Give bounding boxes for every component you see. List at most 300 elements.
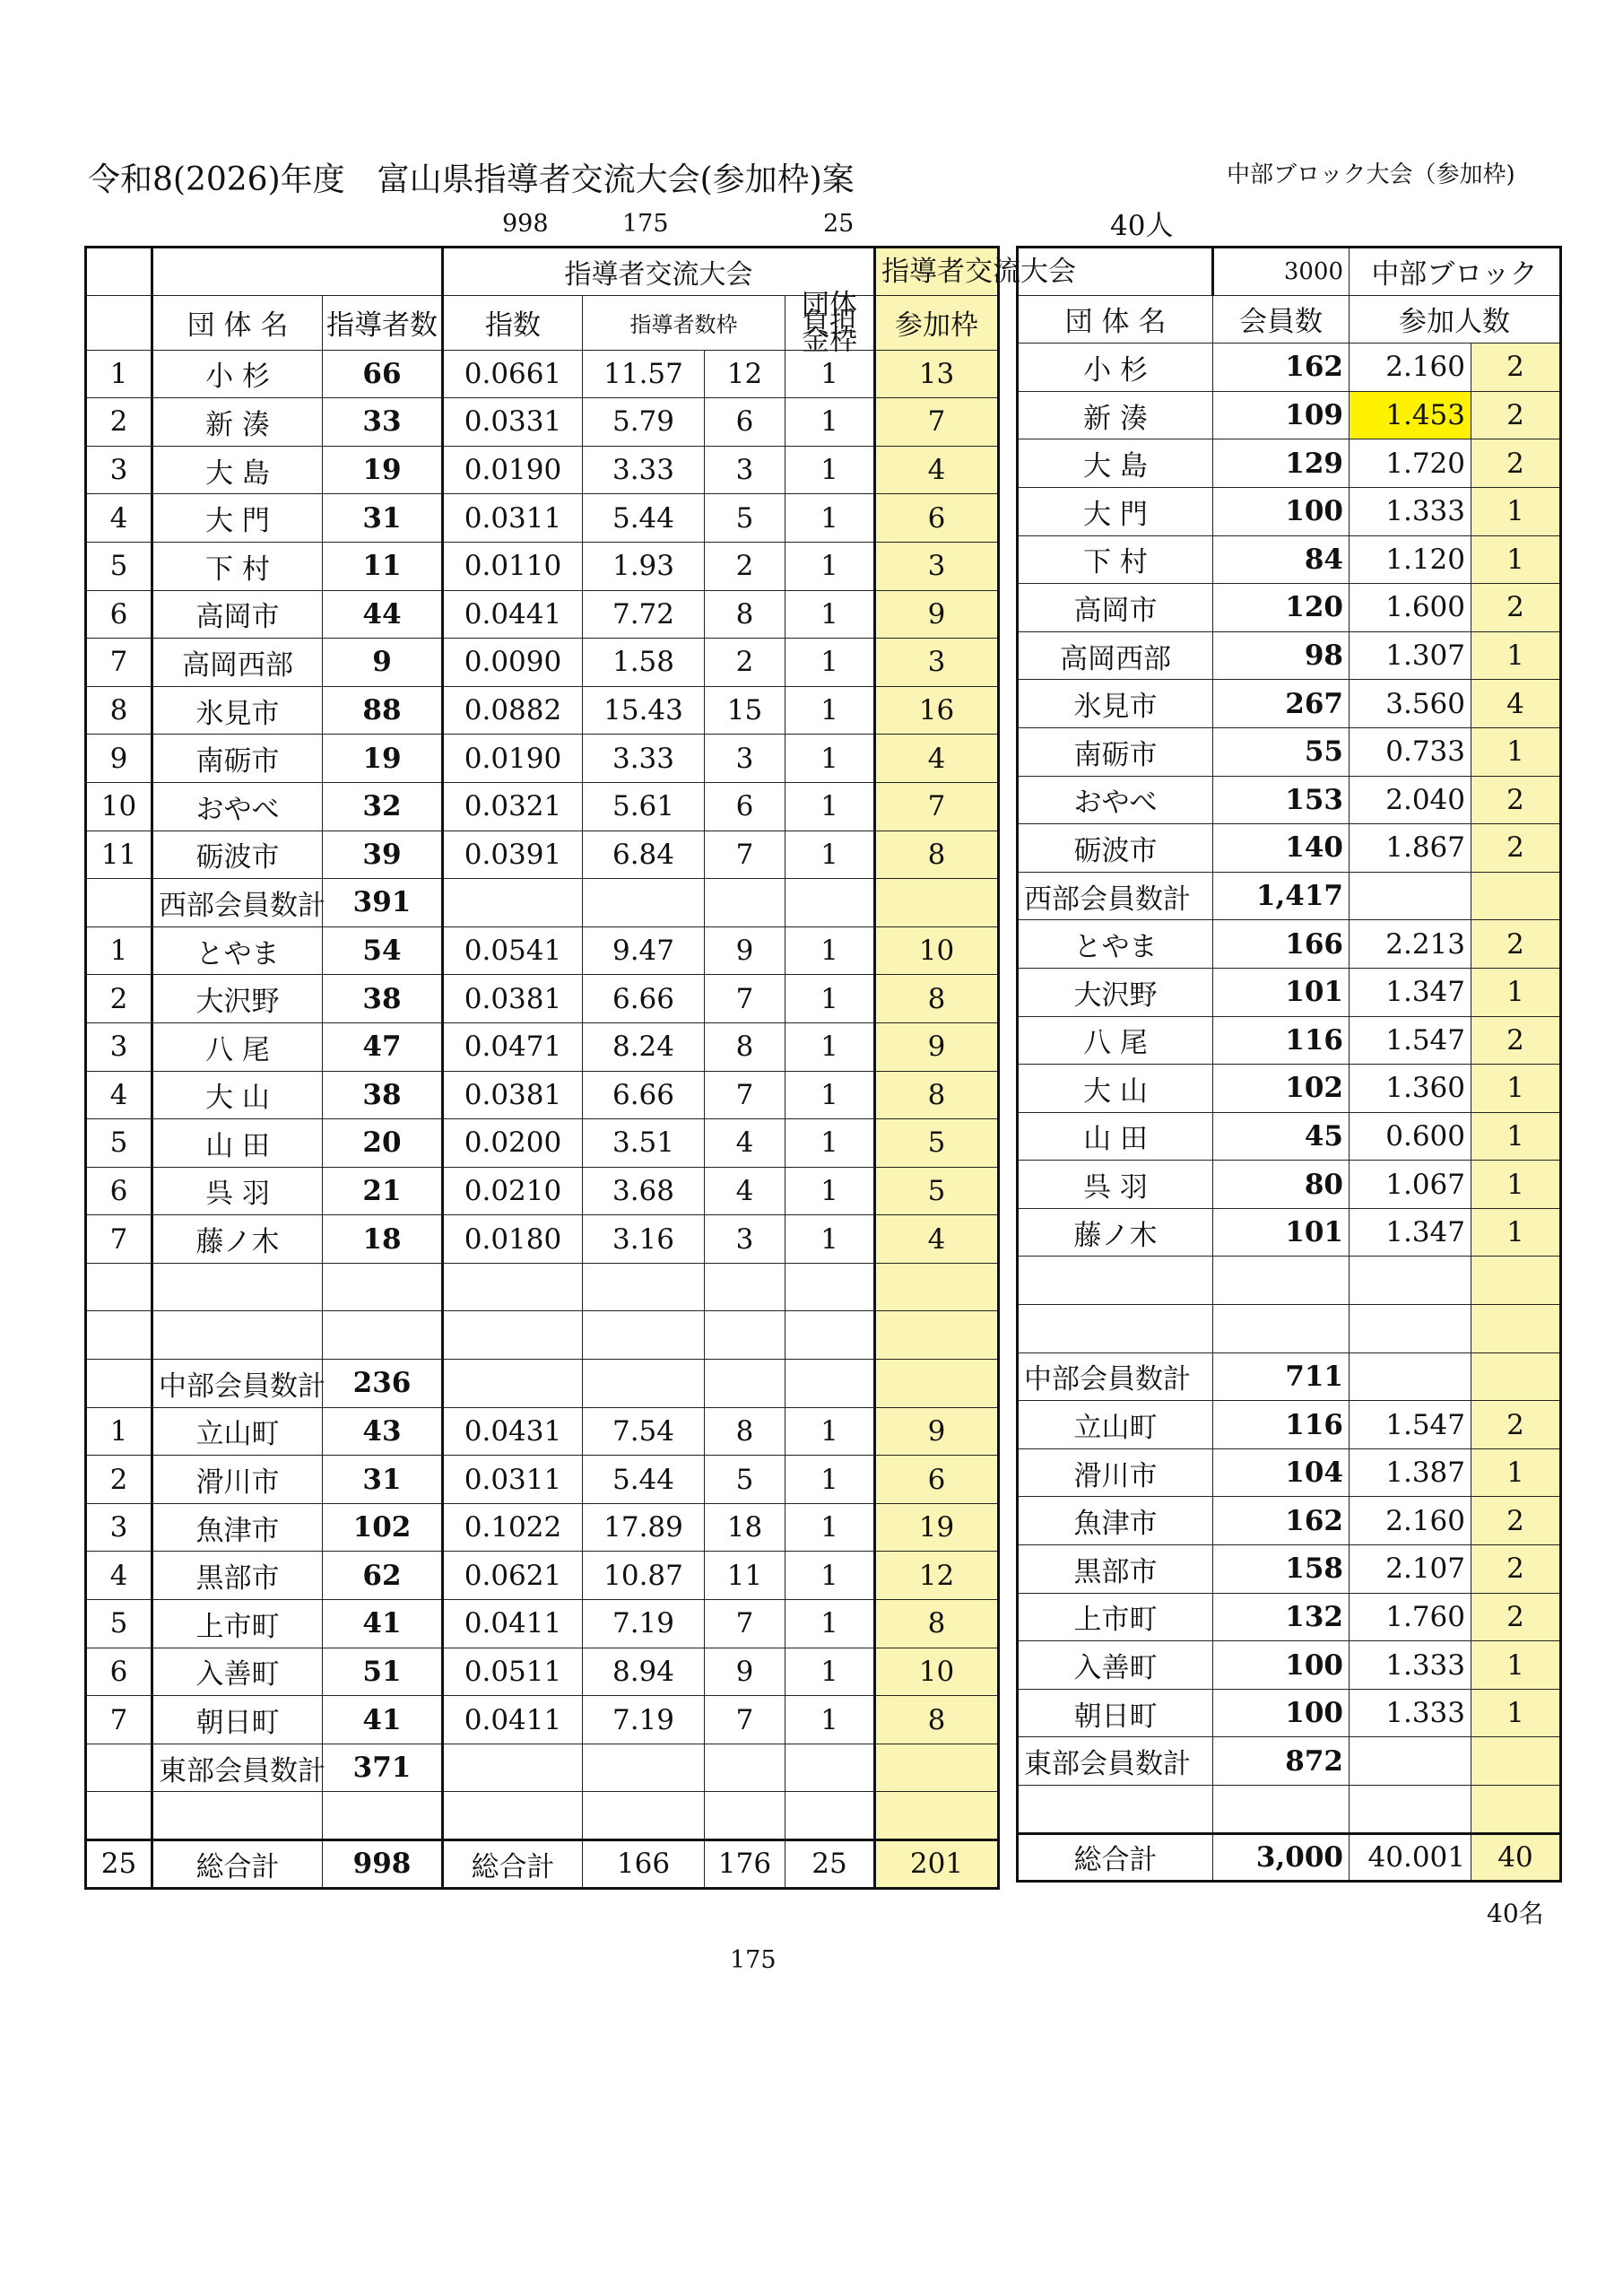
- quota-value: 7.19: [583, 1696, 705, 1744]
- left-table-row: [86, 1119, 999, 1168]
- fee-quota: [785, 1792, 875, 1840]
- header-leaders: 指導者数: [323, 295, 443, 350]
- right-table-row: [1018, 344, 1561, 392]
- ratio-value: 1.760: [1350, 1593, 1471, 1641]
- member-count: 158: [1213, 1545, 1350, 1594]
- member-count: 3,000: [1213, 1833, 1350, 1882]
- participant-count: 2: [1471, 1401, 1561, 1449]
- participation-quota: 3: [875, 639, 999, 687]
- leader-count: 41: [323, 1696, 443, 1744]
- fee-quota: [785, 1360, 875, 1408]
- fee-quota: 1: [785, 1600, 875, 1648]
- rounded-quota: 2: [705, 542, 785, 590]
- participation-quota: 9: [875, 590, 999, 639]
- leader-count: 66: [323, 350, 443, 398]
- top-number-fee: 25: [823, 210, 855, 238]
- quota-value: 1.93: [583, 542, 705, 590]
- team-name: 南砺市: [152, 735, 323, 783]
- quota-value: 6.84: [583, 831, 705, 879]
- rounded-quota: 7: [705, 1696, 785, 1744]
- team-name: 高岡西部: [1018, 631, 1213, 680]
- team-name: おやべ: [152, 782, 323, 831]
- right-subtotal-row: [1018, 1737, 1561, 1786]
- ratio-value: 0.733: [1350, 727, 1471, 776]
- left-table-row: [86, 398, 999, 447]
- fee-quota: 1: [785, 735, 875, 783]
- member-count: 140: [1213, 824, 1350, 873]
- team-name: 大 門: [1018, 487, 1213, 535]
- team-name: 砺波市: [152, 831, 323, 879]
- leader-count: 47: [323, 1022, 443, 1071]
- quota-value: 1.58: [583, 639, 705, 687]
- quota-value: 5.61: [583, 782, 705, 831]
- quota-value: [583, 1360, 705, 1408]
- rounded-quota: 9: [705, 1648, 785, 1696]
- right-table-row: [1018, 776, 1561, 824]
- team-name: [152, 1263, 323, 1311]
- left-table-row: [86, 735, 999, 783]
- index-value: 0.0882: [443, 686, 583, 735]
- rounded-quota: 18: [705, 1503, 785, 1552]
- team-name: 滑川市: [1018, 1448, 1213, 1497]
- row-number: [86, 1360, 152, 1408]
- quota-value: 166: [583, 1840, 705, 1889]
- team-name: 総合計: [1018, 1833, 1213, 1882]
- row-number: 5: [86, 542, 152, 590]
- member-count: 100: [1213, 1689, 1350, 1737]
- team-name: 西部会員数計: [152, 879, 323, 927]
- team-name: 滑川市: [152, 1456, 323, 1504]
- participant-count: 2: [1471, 1593, 1561, 1641]
- ratio-value: 1.333: [1350, 487, 1471, 535]
- participation-quota: 3: [875, 542, 999, 590]
- quota-value: [583, 879, 705, 927]
- left-table-row: [86, 1022, 999, 1071]
- rounded-quota: 7: [705, 1600, 785, 1648]
- fee-quota: 1: [785, 590, 875, 639]
- ratio-value: 1.547: [1350, 1016, 1471, 1065]
- header-index: 指数: [443, 295, 583, 350]
- right-block-title: 中部ブロック大会（参加枠): [1227, 161, 1515, 188]
- right-table-row: [1018, 920, 1561, 969]
- index-value: 0.0391: [443, 831, 583, 879]
- leader-count: 102: [323, 1503, 443, 1552]
- quota-value: 8.24: [583, 1022, 705, 1071]
- rounded-quota: [705, 1263, 785, 1311]
- team-name: 大 門: [152, 494, 323, 543]
- member-count: 132: [1213, 1593, 1350, 1641]
- participant-count: [1471, 1737, 1561, 1786]
- participation-quota: [875, 1360, 999, 1408]
- fee-quota: 1: [785, 1552, 875, 1600]
- left-table-row: [86, 1407, 999, 1456]
- index-value: 0.0210: [443, 1167, 583, 1215]
- rounded-quota: 3: [705, 735, 785, 783]
- team-name: 入善町: [1018, 1641, 1213, 1690]
- index-value: [443, 1263, 583, 1311]
- right-table-row: [1018, 1497, 1561, 1545]
- participant-count: [1471, 1305, 1561, 1353]
- participation-quota: 5: [875, 1119, 999, 1168]
- row-number: [86, 1311, 152, 1360]
- team-name: 呉 羽: [1018, 1161, 1213, 1209]
- leader-count: 38: [323, 975, 443, 1023]
- row-number: 25: [86, 1840, 152, 1889]
- index-value: 0.0541: [443, 926, 583, 975]
- participation-quota: [875, 879, 999, 927]
- leader-count: 62: [323, 1552, 443, 1600]
- quota-value: [583, 1792, 705, 1840]
- ratio-value: [1350, 1352, 1471, 1401]
- participant-count: 1: [1471, 1161, 1561, 1209]
- fee-quota: 1: [785, 686, 875, 735]
- team-name: 中部会員数計: [1018, 1352, 1213, 1401]
- team-name: 西部会員数計: [1018, 872, 1213, 920]
- rounded-quota: 3: [705, 1215, 785, 1264]
- participant-count: 1: [1471, 968, 1561, 1016]
- row-number: 2: [86, 398, 152, 447]
- participant-count: 2: [1471, 1545, 1561, 1594]
- participation-quota: 5: [875, 1167, 999, 1215]
- row-number: 9: [86, 735, 152, 783]
- leader-count: 19: [323, 446, 443, 494]
- index-value: 0.0381: [443, 975, 583, 1023]
- fee-quota: 1: [785, 1022, 875, 1071]
- block-participation-table: [1016, 246, 1562, 1883]
- ratio-value: 1.547: [1350, 1401, 1471, 1449]
- participant-count: 1: [1471, 1689, 1561, 1737]
- row-number: 7: [86, 1696, 152, 1744]
- leader-count: 20: [323, 1119, 443, 1168]
- participant-count: 2: [1471, 776, 1561, 824]
- left-table-row: [86, 1167, 999, 1215]
- row-number: 4: [86, 494, 152, 543]
- quota-value: 17.89: [583, 1503, 705, 1552]
- leader-count: 32: [323, 782, 443, 831]
- member-count: 711: [1213, 1352, 1350, 1401]
- index-value: 0.0511: [443, 1648, 583, 1696]
- participation-quota: 6: [875, 1456, 999, 1504]
- ratio-value: 1.333: [1350, 1641, 1471, 1690]
- quota-value: 3.33: [583, 446, 705, 494]
- quota-value: 3.16: [583, 1215, 705, 1264]
- right-table-row: [1018, 1305, 1561, 1353]
- left-subtotal-row: [86, 1360, 999, 1408]
- leader-count: 51: [323, 1648, 443, 1696]
- quota-value: 7.72: [583, 590, 705, 639]
- fee-quota: 25: [785, 1840, 875, 1889]
- team-name: 氷見市: [152, 686, 323, 735]
- row-number: 2: [86, 1456, 152, 1504]
- member-count: 98: [1213, 631, 1350, 680]
- left-table-row: [86, 926, 999, 975]
- ratio-value: 1.867: [1350, 824, 1471, 873]
- member-count: 162: [1213, 1497, 1350, 1545]
- ratio-value: 1.333: [1350, 1689, 1471, 1737]
- row-number: 1: [86, 926, 152, 975]
- left-table-row: [86, 542, 999, 590]
- team-name: 小 杉: [152, 350, 323, 398]
- right-table-row: [1018, 824, 1561, 873]
- fee-quota: 1: [785, 398, 875, 447]
- rounded-quota: 5: [705, 494, 785, 543]
- index-value: 0.0331: [443, 398, 583, 447]
- row-number: 8: [86, 686, 152, 735]
- participant-count: [1471, 872, 1561, 920]
- member-count: 101: [1213, 1208, 1350, 1257]
- fee-quota: 1: [785, 350, 875, 398]
- ratio-value: 1.120: [1350, 535, 1471, 584]
- left-table-row: [86, 1071, 999, 1119]
- right-total-row: [1018, 1833, 1561, 1882]
- left-subtotal-row: [86, 1744, 999, 1792]
- index-value: 0.1022: [443, 1503, 583, 1552]
- team-name: 大沢野: [152, 975, 323, 1023]
- fee-quota: 1: [785, 639, 875, 687]
- right-table-row: [1018, 487, 1561, 535]
- header-participants: 参加人数: [1350, 295, 1561, 344]
- index-value: 0.0661: [443, 350, 583, 398]
- fee-quota: [785, 879, 875, 927]
- row-number: 7: [86, 1215, 152, 1264]
- ratio-value: 1.453: [1350, 391, 1471, 439]
- quota-value: 7.19: [583, 1600, 705, 1648]
- ratio-value: 1.307: [1350, 631, 1471, 680]
- member-count: 102: [1213, 1065, 1350, 1113]
- left-table-row: [86, 1792, 999, 1840]
- header-block: 中部ブロック: [1350, 248, 1561, 296]
- left-table-row: [86, 831, 999, 879]
- header-total-members: 3000: [1213, 248, 1350, 296]
- team-name: 大 山: [1018, 1065, 1213, 1113]
- leader-count: 33: [323, 398, 443, 447]
- right-table-row: [1018, 1161, 1561, 1209]
- team-name: 上市町: [1018, 1593, 1213, 1641]
- ratio-value: 2.160: [1350, 344, 1471, 392]
- footer-note: 40名: [1487, 1899, 1544, 1928]
- ratio-value: 1.347: [1350, 968, 1471, 1016]
- fee-quota: 1: [785, 926, 875, 975]
- left-header-row-2: [86, 295, 999, 350]
- member-count: 100: [1213, 1641, 1350, 1690]
- team-name: 黒部市: [152, 1552, 323, 1600]
- rounded-quota: 8: [705, 590, 785, 639]
- member-count: 84: [1213, 535, 1350, 584]
- ratio-value: [1350, 1305, 1471, 1353]
- participant-count: 1: [1471, 535, 1561, 584]
- rounded-quota: 11: [705, 1552, 785, 1600]
- row-number: 6: [86, 1167, 152, 1215]
- participation-quota: 9: [875, 1407, 999, 1456]
- rounded-quota: 8: [705, 1022, 785, 1071]
- leader-count: 236: [323, 1360, 443, 1408]
- member-count: [1213, 1257, 1350, 1305]
- left-table-row: [86, 782, 999, 831]
- rounded-quota: 6: [705, 398, 785, 447]
- index-value: 0.0311: [443, 1456, 583, 1504]
- participation-quota: 13: [875, 350, 999, 398]
- left-table-row: [86, 1263, 999, 1311]
- index-value: [443, 879, 583, 927]
- rounded-quota: 5: [705, 1456, 785, 1504]
- right-table-row: [1018, 1786, 1561, 1834]
- index-value: 0.0200: [443, 1119, 583, 1168]
- team-name: 総合計: [152, 1840, 323, 1889]
- team-name: 南砺市: [1018, 727, 1213, 776]
- left-table-row: [86, 975, 999, 1023]
- team-name: 中部会員数計: [152, 1360, 323, 1408]
- leader-count: 88: [323, 686, 443, 735]
- rounded-quota: 8: [705, 1407, 785, 1456]
- row-number: [86, 1792, 152, 1840]
- participant-count: 1: [1471, 1208, 1561, 1257]
- fee-quota: 1: [785, 1648, 875, 1696]
- leader-count: 18: [323, 1215, 443, 1264]
- left-table-row: [86, 350, 999, 398]
- index-value: [443, 1792, 583, 1840]
- row-number: 3: [86, 1503, 152, 1552]
- rounded-quota: [705, 1744, 785, 1792]
- participation-quota: 9: [875, 1022, 999, 1071]
- participation-quota: 8: [875, 1600, 999, 1648]
- team-name: 高岡市: [1018, 584, 1213, 632]
- team-name: 朝日町: [1018, 1689, 1213, 1737]
- participant-count: 2: [1471, 920, 1561, 969]
- index-value: 0.0441: [443, 590, 583, 639]
- quota-value: 3.33: [583, 735, 705, 783]
- quota-value: 3.51: [583, 1119, 705, 1168]
- participation-quota: 16: [875, 686, 999, 735]
- row-number: 5: [86, 1119, 152, 1168]
- leader-count: 31: [323, 494, 443, 543]
- people-count: 40人: [1110, 210, 1174, 242]
- team-name: [1018, 1786, 1213, 1834]
- quota-value: 8.94: [583, 1648, 705, 1696]
- ratio-value: 1.600: [1350, 584, 1471, 632]
- team-name: 小 杉: [1018, 344, 1213, 392]
- left-table-row: [86, 686, 999, 735]
- event-header-small: 指導者交流大会: [875, 248, 999, 296]
- member-count: 162: [1213, 344, 1350, 392]
- member-count: 45: [1213, 1112, 1350, 1161]
- member-count: 116: [1213, 1401, 1350, 1449]
- fee-quota: 1: [785, 1215, 875, 1264]
- right-table-row: [1018, 1401, 1561, 1449]
- row-number: 1: [86, 1407, 152, 1456]
- rounded-quota: 15: [705, 686, 785, 735]
- rounded-quota: 3: [705, 446, 785, 494]
- row-number: 3: [86, 446, 152, 494]
- participant-count: 2: [1471, 584, 1561, 632]
- quota-value: [583, 1263, 705, 1311]
- index-value: [443, 1744, 583, 1792]
- ratio-value: [1350, 872, 1471, 920]
- ratio-value: 40.001: [1350, 1833, 1471, 1882]
- team-name: 魚津市: [1018, 1497, 1213, 1545]
- leader-count: [323, 1311, 443, 1360]
- team-name: 上市町: [152, 1600, 323, 1648]
- leader-count: 9: [323, 639, 443, 687]
- participant-count: [1471, 1786, 1561, 1834]
- ratio-value: 2.213: [1350, 920, 1471, 969]
- participant-count: 2: [1471, 1016, 1561, 1065]
- row-number: 6: [86, 1648, 152, 1696]
- member-count: 55: [1213, 727, 1350, 776]
- right-table-row: [1018, 1257, 1561, 1305]
- left-table-row: [86, 1215, 999, 1264]
- team-name: 大 島: [152, 446, 323, 494]
- participation-quota: 8: [875, 975, 999, 1023]
- ratio-value: 0.600: [1350, 1112, 1471, 1161]
- fee-quota: 1: [785, 1407, 875, 1456]
- row-number: 10: [86, 782, 152, 831]
- participant-count: 4: [1471, 680, 1561, 728]
- participation-quota: 7: [875, 782, 999, 831]
- header-name: 団 体 名: [152, 295, 323, 350]
- fee-quota: 1: [785, 446, 875, 494]
- participation-quota: [875, 1263, 999, 1311]
- participant-count: 1: [1471, 1641, 1561, 1690]
- team-name: 高岡西部: [152, 639, 323, 687]
- quota-value: [583, 1744, 705, 1792]
- quota-value: 10.87: [583, 1552, 705, 1600]
- ratio-value: 1.067: [1350, 1161, 1471, 1209]
- index-value: 0.0180: [443, 1215, 583, 1264]
- page-title: 令和8(2026)年度 富山県指導者交流大会(参加枠)案: [88, 161, 855, 198]
- left-table-row: [86, 1648, 999, 1696]
- team-name: 藤ノ木: [152, 1215, 323, 1264]
- participant-count: [1471, 1257, 1561, 1305]
- team-name: [152, 1792, 323, 1840]
- right-header-row-2: [1018, 295, 1561, 344]
- fee-quota: 1: [785, 1119, 875, 1168]
- left-table-row: [86, 494, 999, 543]
- right-table-row: [1018, 1065, 1561, 1113]
- row-number: 2: [86, 975, 152, 1023]
- right-table-row: [1018, 1545, 1561, 1594]
- index-value: 総合計: [443, 1840, 583, 1889]
- index-value: 0.0431: [443, 1407, 583, 1456]
- participant-count: 2: [1471, 824, 1561, 873]
- index-value: 0.0190: [443, 446, 583, 494]
- right-table-row: [1018, 1641, 1561, 1690]
- participation-quota: [875, 1744, 999, 1792]
- team-name: 立山町: [152, 1407, 323, 1456]
- ratio-value: 3.560: [1350, 680, 1471, 728]
- row-number: [86, 879, 152, 927]
- row-number: 4: [86, 1071, 152, 1119]
- participant-count: 1: [1471, 1112, 1561, 1161]
- participant-count: [1471, 1352, 1561, 1401]
- fee-quota: 1: [785, 494, 875, 543]
- top-number-quota: 175: [622, 210, 669, 238]
- quota-value: 7.54: [583, 1407, 705, 1456]
- right-table-row: [1018, 584, 1561, 632]
- left-table-row: [86, 1696, 999, 1744]
- header-fee: 団体負担金枠: [785, 295, 875, 350]
- fee-quota: [785, 1311, 875, 1360]
- participation-quota: 4: [875, 446, 999, 494]
- team-name: 入善町: [152, 1648, 323, 1696]
- index-value: [443, 1311, 583, 1360]
- ratio-value: [1350, 1737, 1471, 1786]
- rounded-quota: 4: [705, 1167, 785, 1215]
- header-members: 会員数: [1213, 295, 1350, 344]
- right-table-row: [1018, 631, 1561, 680]
- team-name: 下 村: [152, 542, 323, 590]
- rounded-quota: 12: [705, 350, 785, 398]
- team-name: 山 田: [1018, 1112, 1213, 1161]
